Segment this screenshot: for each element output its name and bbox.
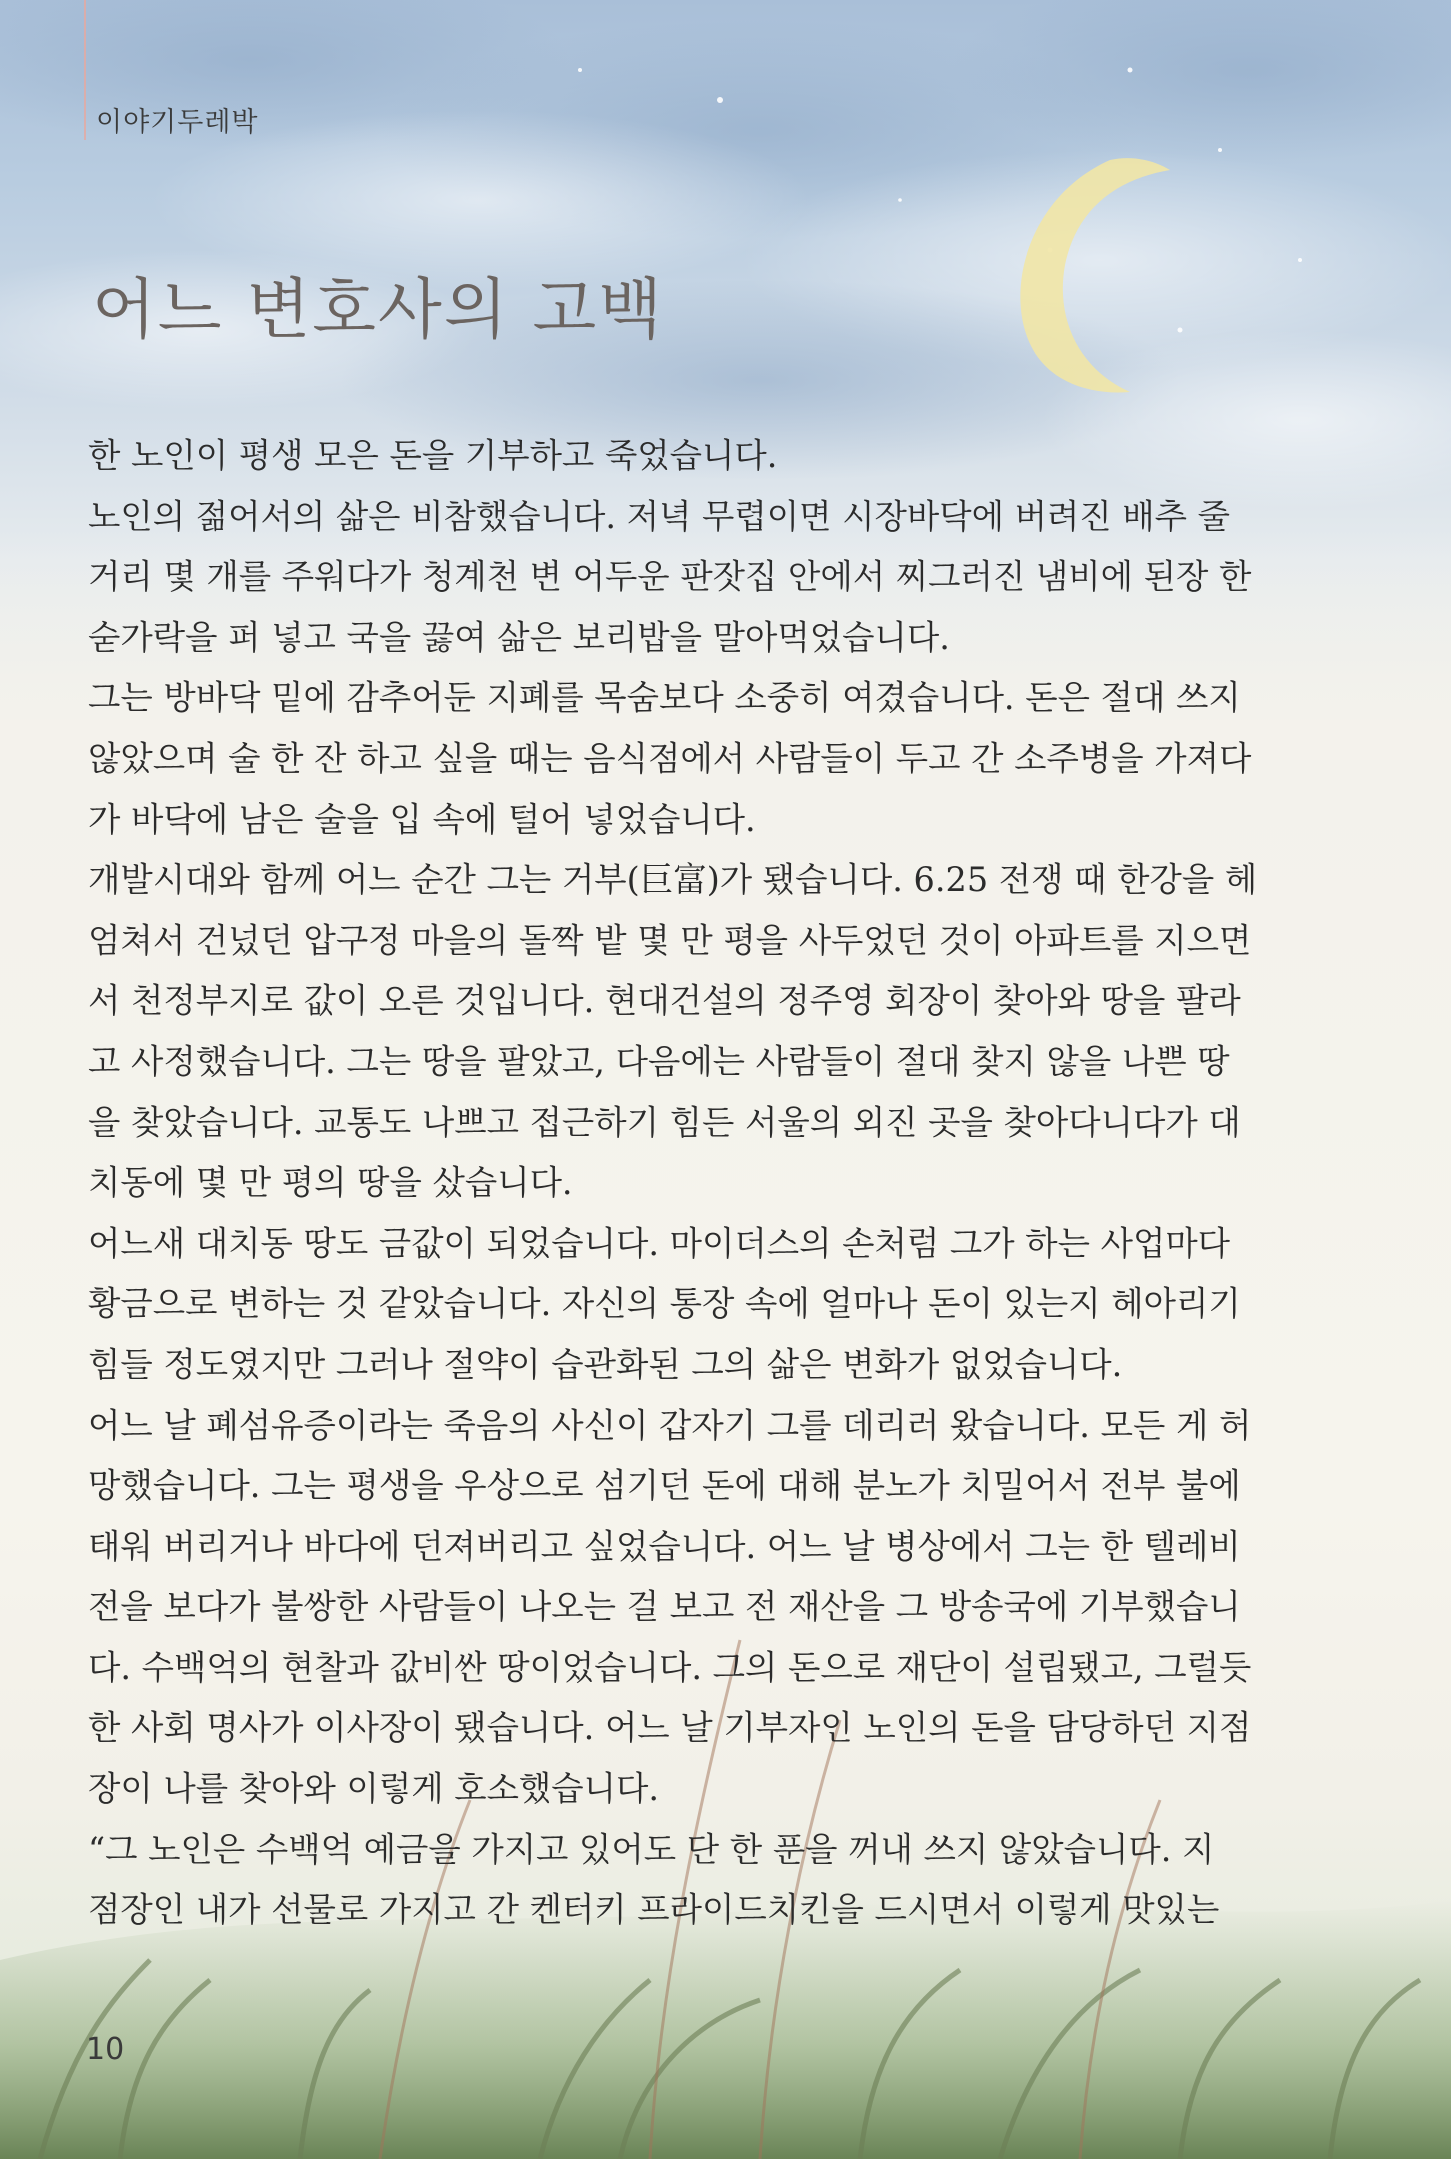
body-line: 서 천정부지로 값이 오른 것입니다. 현대건설의 정주영 회장이 찾아와 땅을 팔라 [88, 981, 1241, 1021]
body-line: 숟가락을 퍼 넣고 국을 끓여 삶은 보리밥을 말아먹었습니다. [88, 617, 950, 657]
body-line: 한 사회 명사가 이사장이 됐습니다. 어느 날 기부자인 노인의 돈을 담당하던 지점 [88, 1708, 1252, 1748]
body-line: 어느새 대치동 땅도 금값이 되었습니다. 마이더스의 손처럼 그가 하는 사업마다 [88, 1223, 1231, 1263]
body-line: 황금으로 변하는 것 같았습니다. 자신의 통장 속에 얼마나 돈이 있는지 헤아리기 [88, 1284, 1241, 1324]
body-line: 개발시대와 함께 어느 순간 그는 거부(巨富)가 됐습니다. 6.25 전쟁 때 한강을 헤 [88, 860, 1258, 900]
section-label: 이야기두레박 [96, 107, 259, 138]
body-line: 고 사정했습니다. 그는 땅을 팔았고, 다음에는 사람들이 절대 찾지 않을 나쁜 땅 [88, 1041, 1230, 1081]
body-line: 노인의 젊어서의 삶은 비참했습니다. 저녁 무렵이면 시장바닥에 버려진 배추 줄 [88, 496, 1231, 536]
body-line: 그는 방바닥 밑에 감추어둔 지폐를 목숨보다 소중히 여겼습니다. 돈은 절대 쓰지 [88, 678, 1241, 718]
body-line: 한 노인이 평생 모은 돈을 기부하고 죽었습니다. [88, 436, 778, 475]
margin-rule [84, 0, 86, 140]
body-line: 어느 날 폐섬유증이라는 죽음의 사신이 갑자기 그를 데리러 왔습니다. 모든 게 허 [88, 1405, 1252, 1445]
body-line: 을 찾았습니다. 교통도 나쁘고 접근하기 힘든 서울의 외진 곳을 찾아다니다가 대 [88, 1102, 1241, 1142]
body-line: 전을 보다가 불쌍한 사람들이 나오는 걸 보고 전 재산을 그 방송국에 기부했습니 [88, 1587, 1241, 1627]
body-line: 태워 버리거나 바다에 던져버리고 싶었습니다. 어느 날 병상에서 그는 한 텔레비 [88, 1526, 1241, 1566]
body-line: 가 바닥에 남은 술을 입 속에 털어 넣었습니다. [88, 799, 756, 839]
page-number: 10 [86, 2032, 125, 2067]
body-line: 힘들 정도였지만 그러나 절약이 습관화된 그의 삶은 변화가 없었습니다. [88, 1344, 1123, 1384]
body-line: 점장인 내가 선물로 가지고 간 켄터키 프라이드치킨을 드시면서 이렇게 맛있는 [88, 1890, 1220, 1930]
body-line: 장이 나를 찾아와 이렇게 호소했습니다. [88, 1769, 660, 1809]
body-line: 거리 몇 개를 주워다가 청계천 변 어두운 판잣집 안에서 찌그러진 냄비에 된장 한 [88, 557, 1252, 597]
article-body [88, 426, 1348, 1941]
body-line: 다. 수백억의 현찰과 값비싼 땅이었습니다. 그의 돈으로 재단이 설립됐고, 그럴듯 [88, 1647, 1252, 1687]
body-line: “그 노인은 수백억 예금을 가지고 있어도 단 한 푼을 꺼내 쓰지 않았습니다. 지 [88, 1829, 1215, 1869]
body-line: 엄쳐서 건넜던 압구정 마을의 돌짝 밭 몇 만 평을 사두었던 것이 아파트를 지으면 [88, 920, 1252, 960]
article-title: 어느 변호사의 고백 [92, 271, 665, 348]
body-line: 망했습니다. 그는 평생을 우상으로 섬기던 돈에 대해 분노가 치밀어서 전부 불에 [88, 1466, 1241, 1506]
body-line: 치동에 몇 만 평의 땅을 샀습니다. [88, 1163, 573, 1203]
body-line: 않았으며 술 한 잔 하고 싶을 때는 음식점에서 사람들이 두고 간 소주병을 가져다 [88, 738, 1252, 778]
